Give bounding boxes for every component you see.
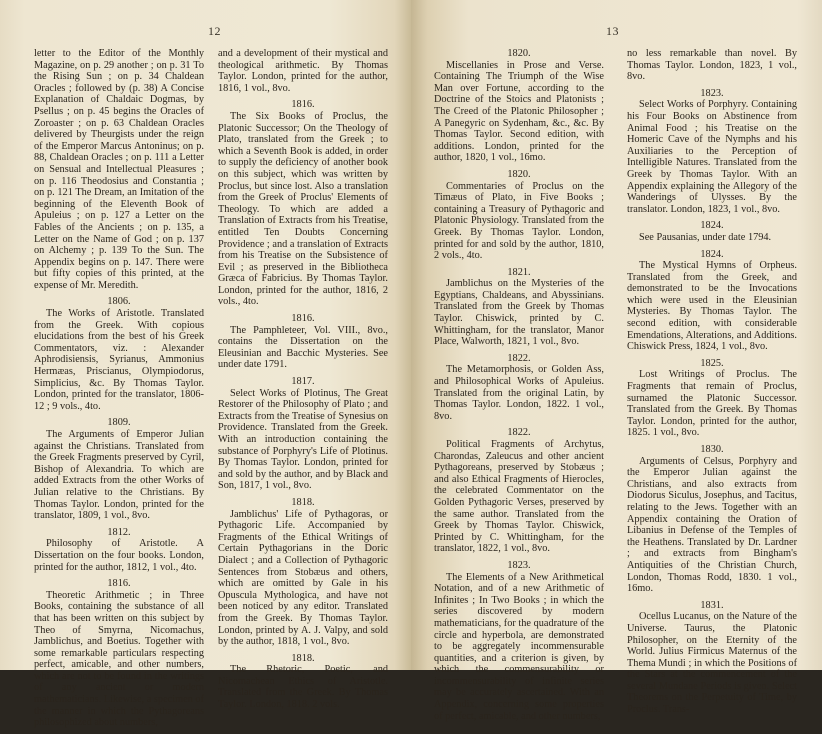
entry-year: 1809. [107,417,131,429]
bibliography-entry [434,427,604,555]
entry-year: 1823. [700,87,724,99]
entry-text: Ocellus Lucanus, on the Nature of the Universe. Taurus, the Platonic Philosopher, on the Eternity of the World. Julius Firmicus Maternus of the Thema Mundi ; in which the Positions of the Stars at the commencement of the several Mundane Periods is given. Select Theorems on the Perpetuity of Time, by Proclus. Trans- [627,611,797,716]
entry-year: 1823. [507,559,531,571]
entry-year: 1820. [507,168,531,180]
left-column-1 [34,48,204,734]
bibliography-entry [627,48,797,83]
bibliography-entry [627,249,797,353]
bibliography-entry [34,527,204,573]
bibliography-entry [34,578,204,729]
entry-year: 1820. [507,48,531,59]
entry-year: 1831. [700,599,724,611]
entry-year: 1825. [700,357,724,369]
entry-text: Lost Writings of Proclus. The Fragments that remain of Proclus, surnamed the Platonic Successor. Translated from the Greek. By Thomas Taylor. London, printed for the author, 1825. 1 vol., 8vo. [627,369,797,439]
entry-year: 1818. [291,496,315,508]
bibliography-entry [434,48,604,164]
entry-text: See Pausanias, under date 1794. [639,231,772,243]
entry-year: 1818. [291,652,315,664]
right-column-1 [434,48,604,727]
entry-text: Commentaries of Proclus on the Timæus of Plato, in Five Books ; containing a Treasury of Pythagoric and Platonic Physiology. Translated from the Greek. By Thomas Taylor. London, printed for and sold by the author, 1810, 2 vols., 4to. [434,180,604,262]
bibliography-entry [34,417,204,521]
entry-text: Jamblichus on the Mysteries of the Egyptians, Chaldeans, and Abyssinians. Translated from the Greek by Thomas Taylor. Chiswick, printed by C. Whittingham, for the translator, Manor Place, Walworth, 1821, 1 vol., 8vo. [434,278,604,348]
bibliography-entry [218,48,388,94]
entry-text: no less remarkable than novel. By Thomas Taylor. London, 1823, 1 vol., 8vo. [627,48,797,83]
entry-text: Select Works of Plotinus, The Great Restorer of the Philosophy of Plato ; and Extracts from the Treatise of Synesius on Providence. Translated from the Greek. With an introduction containing the substance of Porphyry's Life of Plotinus. By Thomas Taylor. London, printed for and sold by the author, and by Black and Son, 1817, 1 vol., 8vo. [218,387,388,492]
entry-year: 1822. [507,352,531,364]
bibliography-entry [218,497,388,648]
bibliography-entry [218,313,388,371]
entry-text: Arguments of Celsus, Porphyry and the Emperor Julian against the Christians, and also extracts from Diodorus Siculus, Josephus, and Tacitus, relating to the Jews. Together with an Appendix containing the Oration of Libanius in Defense of the Temples of the Heathens. Translated by Dr. Lardner ; and extracts from Bingham's Antiquities of the Christian Church, London, Thomas Rodd, 1830. 1 vol., 16mo. [627,455,797,595]
entry-year: 1817. [291,376,315,388]
entry-text: letter to the Editor of the Monthly Magazine, on p. 29 another ; on p. 31 To the Rising Sun ; on p. 34 Chaldean Oracles ; followed by (p. 38) A Concise Explanation of Chaldaic Dogmas, by Psellus ; on p. 45 begins the Oracles of Zoroaster ; on p. 63 Chaldean Oracles delivered by Theurgists under the reign of the Emperor Marcus Antoninus; on p. 88, Chaldean Oracles ; on p. 111 a Letter on Sensual and Intellectual Pleasures ; on p. 116 Theodosius and Constantia ; on p. 121 The Dream, an Imitation of the beginning of the Eleventh Book of Apuleius ; on p. 127 a Letter on the Fables of the Ancients ; on p. 135, a Letter on the Name of God ; on p. 137 on Alchemy ; p. 139 To the Sun. The Appendix begins on p. 147. There were but fifty copies of this printed, at the expense of Mr. Meredith. [34,48,204,291]
bibliography-entry [434,267,604,348]
bibliography-entry [434,353,604,423]
entry-text: and a development of their mystical and theological arithmetic. By Thomas Taylor. London, printed for the author, 1816, 1 vol., 8vo. [218,48,388,94]
entry-year: 1816. [291,99,315,111]
entry-year: 1816. [107,578,131,590]
bibliography-entry [627,88,797,216]
entry-text: The Rhetoric, Poetic, and Nicomachean Ethics of Aristotle. Translated from the Greek. By Thomas Taylor. London, 1818. 2 vols. [218,664,388,711]
entry-text: Select Works of Porphyry. Containing his Four Books on Abstinence from Animal Food ; his Treatise on the Homeric Cave of the Nymphs and his Auxiliaries to the Perception of Intelligible Natures. Translated from the Greek by Thomas Taylor. With an Appendix explaining the Allegory of the Wanderings of Ulysses. By the translator. London, 1823, 1 vol., 8vo. [627,99,797,215]
entry-text: Jamblichus' Life of Pythagoras, or Pythagoric Life. Accompanied by Fragments of the Ethical Writings of Certain Pythagorians in the Doric Dialect ; and a Collection of Pythagoric Sentences from Stobæus and others, which are omitted by Gale in his Opuscula Mythologica, and have not been noticed by any editor. Translated from the Greek. By Thomas Taylor. London, printed by A. J. Valpy, and sold by the author, 1818, 1 vol., 8vo. [218,508,388,648]
entry-text: Theoretic Arithmetic ; in Three Books, containing the substance of all that has been written on this subject by Theo of Smyrna, Nicomachus, Jamblichus, and Boetius. Together with some remarkable particulars respecting perfect, amicable, and other numbers, which are not to be found in the writings of any ancient or modern mathematicians. Likewise, a specimen of the manner in which the Pythagoreans philosophized about numbers, [34,589,204,729]
bibliography-entry [434,560,604,722]
bibliography-entry [627,444,797,595]
left-column-2 [218,48,388,716]
entry-year: 1821. [507,266,531,278]
entry-text: The Elements of a New Arithmetical Notation, and of a new Arithmetic of Infinites ; In Two Books ; in which the series discovered by modern mathematicians, for the quadrature of the circle and hyperbola, are demonstrated to be aggregately incommensurable quantities, and a criterion is given, by which the commensurability or incommensurability of infinite series may be accurately ascertained. With an Appendix, concerning some properties of perfect, amicable, and other numbers, [434,571,604,722]
left-page [0,0,411,729]
entry-year: 1824. [700,220,724,232]
entry-year: 1816. [291,313,315,325]
entry-year: 1812. [107,526,131,538]
bibliography-entry [218,99,388,308]
entry-text: The Pamphleteer, Vol. VIII., 8vo., contains the Dissertation on the Eleusinian and Bacchic Mysteries. See under date 1791. [218,324,388,371]
entry-year: 1822. [507,427,531,439]
bibliography-entry [34,48,204,291]
entry-year: 1824. [700,248,724,260]
right-page [411,0,822,722]
bibliography-entry [627,600,797,716]
page-number: 13 [606,24,619,38]
bibliography-entry [434,169,604,262]
bibliography-entry [627,358,797,439]
entry-text: The Mystical Hymns of Orpheus. Translated from the Greek, and demonstrated to be the Invocations which were used in the Eleusinian Mysteries. By Thomas Taylor. The second edition, with considerable Emendations, Alterations, and Additions. Chiswick Press, 1824, 1 vol., 8vo. [627,260,797,353]
entry-text: The Works of Aristotle. Translated from the Greek. With copious elucidations from the best of his Greek Commentators, viz. : Alexander Aphrodisiensis, Syrianus, Ammonius Hermæas, Priscianus, Olympiodorus, Simplicius, &c. By Thomas Taylor. London, printed for the translator, 1806-12 ; 9 vols., 4to. [34,308,204,412]
entry-text: The Six Books of Proclus, the Platonic Successor; On the Theology of Plato, translated from the Greek ; to which a Seventh Book is added, in order to supply the deficiency of another book on this subject, which was written by Proclus, but since lost. Also a translation from the Greek of Proclus' Elements of Theology. To which are added a Translation of Extracts from his Treatise, entitled Ten Doubts Concerning Providence ; and a translation of Extracts from his Treatise on the Subsistence of Evil ; as preserved in the Bibliotheca Græca of Fabricius. By Thomas Taylor. London, printed for the author, 1816, 2 vols., 4to. [218,110,388,308]
entry-text: The Arguments of Emperor Julian against the Christians. Translated from the Greek Fragments preserved by Cyril, Bishop of Alexandria. To which are added Extracts from the other Works of Julian relative to the Christians. By Thomas Taylor. London, printed for the translator, 1809, 1 vol., 8vo. [34,429,204,522]
entry-text: Miscellanies in Prose and Verse. Containing The Triumph of the Wise Man over Fortune, according to the Doctrine of the Stoics and Platonists ; The Creed of the Platonic Philosopher ; A Panegyric on Sydenham, &c., &c. By Thomas Taylor. Second edition, with additions. London, printed for the author, 1820, 1 vol., 16mo. [434,59,604,164]
right-column-2 [627,48,797,721]
entry-year: 1806. [107,296,131,308]
bibliography-entry [218,653,388,711]
bibliography-entry [34,296,204,412]
entry-text: Political Fragments of Archytus, Charondas, Zaleucus and other ancient Pythagoreans, preserved by Stobæus ; and also Ethical Fragments of Hierocles, the celebrated Commentator on the Golden Pythagoric Verses, preserved by the same author. Translated from the Greek by Thomas Taylor. Chiswick, Printed by C. Whittingham, for the translator, 1822, 1 vol., 8vo. [434,439,604,555]
entry-text: The Metamorphosis, or Golden Ass, and Philosophical Works of Apuleius. Translated from the original Latin, by Thomas Taylor. London, 1822. 1 vol., 8vo. [434,364,604,422]
entry-year: 1830. [700,444,724,455]
entry-text: Philosophy of Aristotle. A Dissertation on the four books. London, printed for the author, 1812, 1 vol., 4to. [34,538,204,573]
page-number: 12 [208,24,221,38]
bibliography-entry [218,376,388,492]
bibliography-entry [627,220,797,243]
